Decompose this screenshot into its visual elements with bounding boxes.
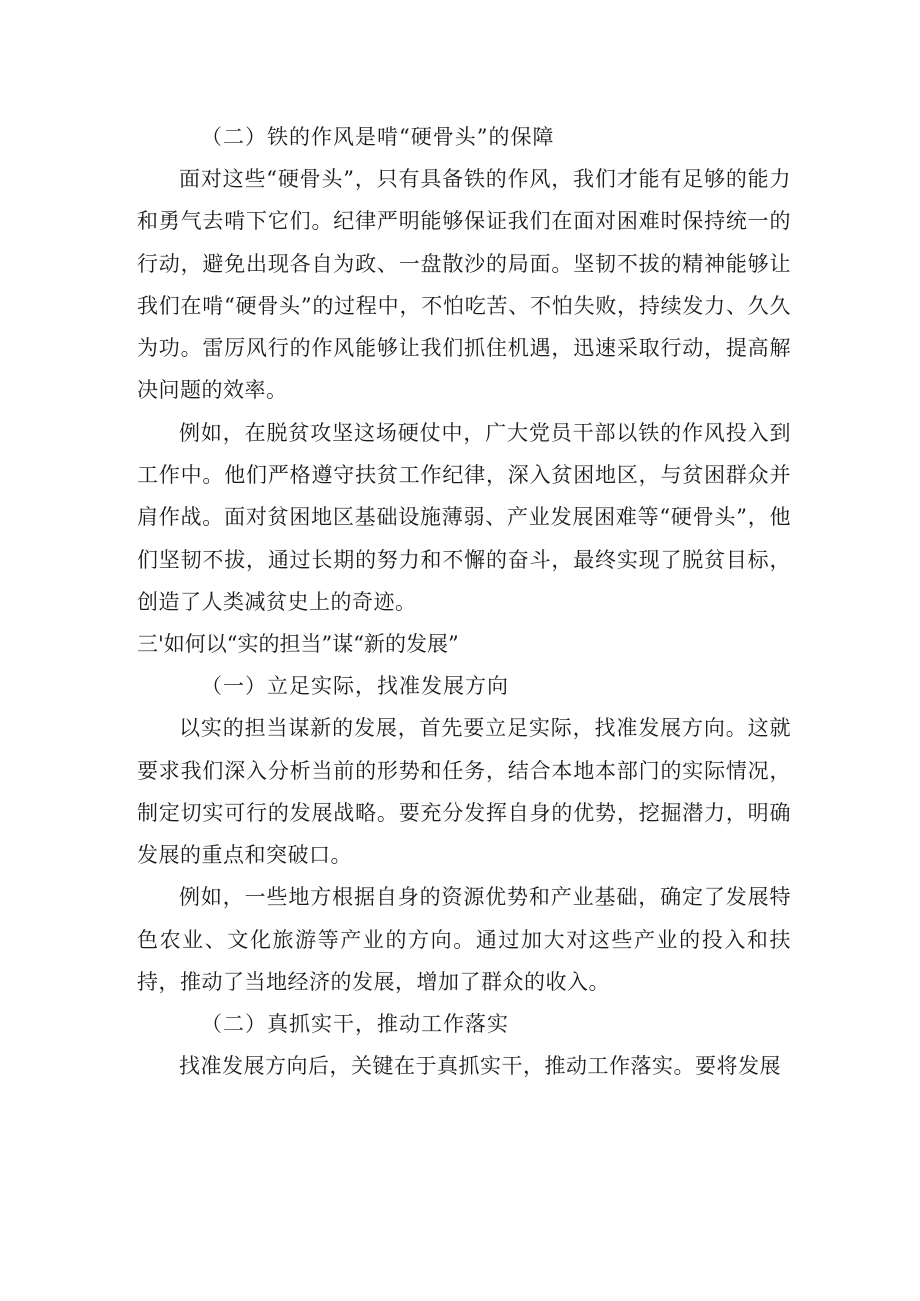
section-subheading-iron-style: （二）铁的作风是啃“硬骨头”的保障 [201,125,555,149]
section-subheading-direction: （一）立足实际，找准发展方向 [201,674,509,699]
document-body [137,116,791,1088]
paragraph-find-direction: 以实的担当谋新的发展，首先要立足实际，找准发展方向。这就要求我们深入分析当前的形势和任务，结合本地本部门的实际情况，制定切实可行的发展战略。要充分发挥自身的优势，挖掘潜力，明确发展的重点和突破口。 [137,716,791,868]
paragraph-industry-example: 例如，一些地方根据自身的资源优势和产业基础，确定了发展特色农业、文化旅游等产业的方向。通过加大对这些产业的投入和扶持，推动了当地经济的发展，增加了群众的收入。 [137,885,791,995]
section-heading-three: 三'如何以“实的担当”谋“新的发展” [137,632,459,657]
paragraph-iron-style-reasoning: 面对这些“硬骨头”，只有具备铁的作风，我们才能有足够的能力和勇气去啃下它们。纪律严明能够保证我们在面对困难时保持统一的行动，避免出现各自为政、一盘散沙的局面。坚韧不拔的精神能够让我们在啃“硬骨头”的过程中，不怕吃苦、不怕失败，持续发力、久久为功。雷厉风行的作风能够让我们抓住机遇，迅速采取行动，提高解决问题的效率。 [137,167,791,403]
section-subheading-implementation: （二）真抓实干，推动工作落实 [201,1012,509,1037]
paragraph-implementation: 找准发展方向后，关键在于真抓实干，推动工作落实。要将发展 [179,1054,781,1079]
paragraph-poverty-alleviation-example: 例如，在脱贫攻坚这场硬仗中，广大党员干部以铁的作风投入到工作中。他们严格遵守扶贫工作纪律，深入贫困地区，与贫困群众并肩作战。面对贫困地区基础设施薄弱、产业发展困难等“硬骨头”，他们坚韧不拔，通过长期的努力和不懈的奋斗，最终实现了脱贫目标，创造了人类减贫史上的奇迹。 [137,420,791,614]
